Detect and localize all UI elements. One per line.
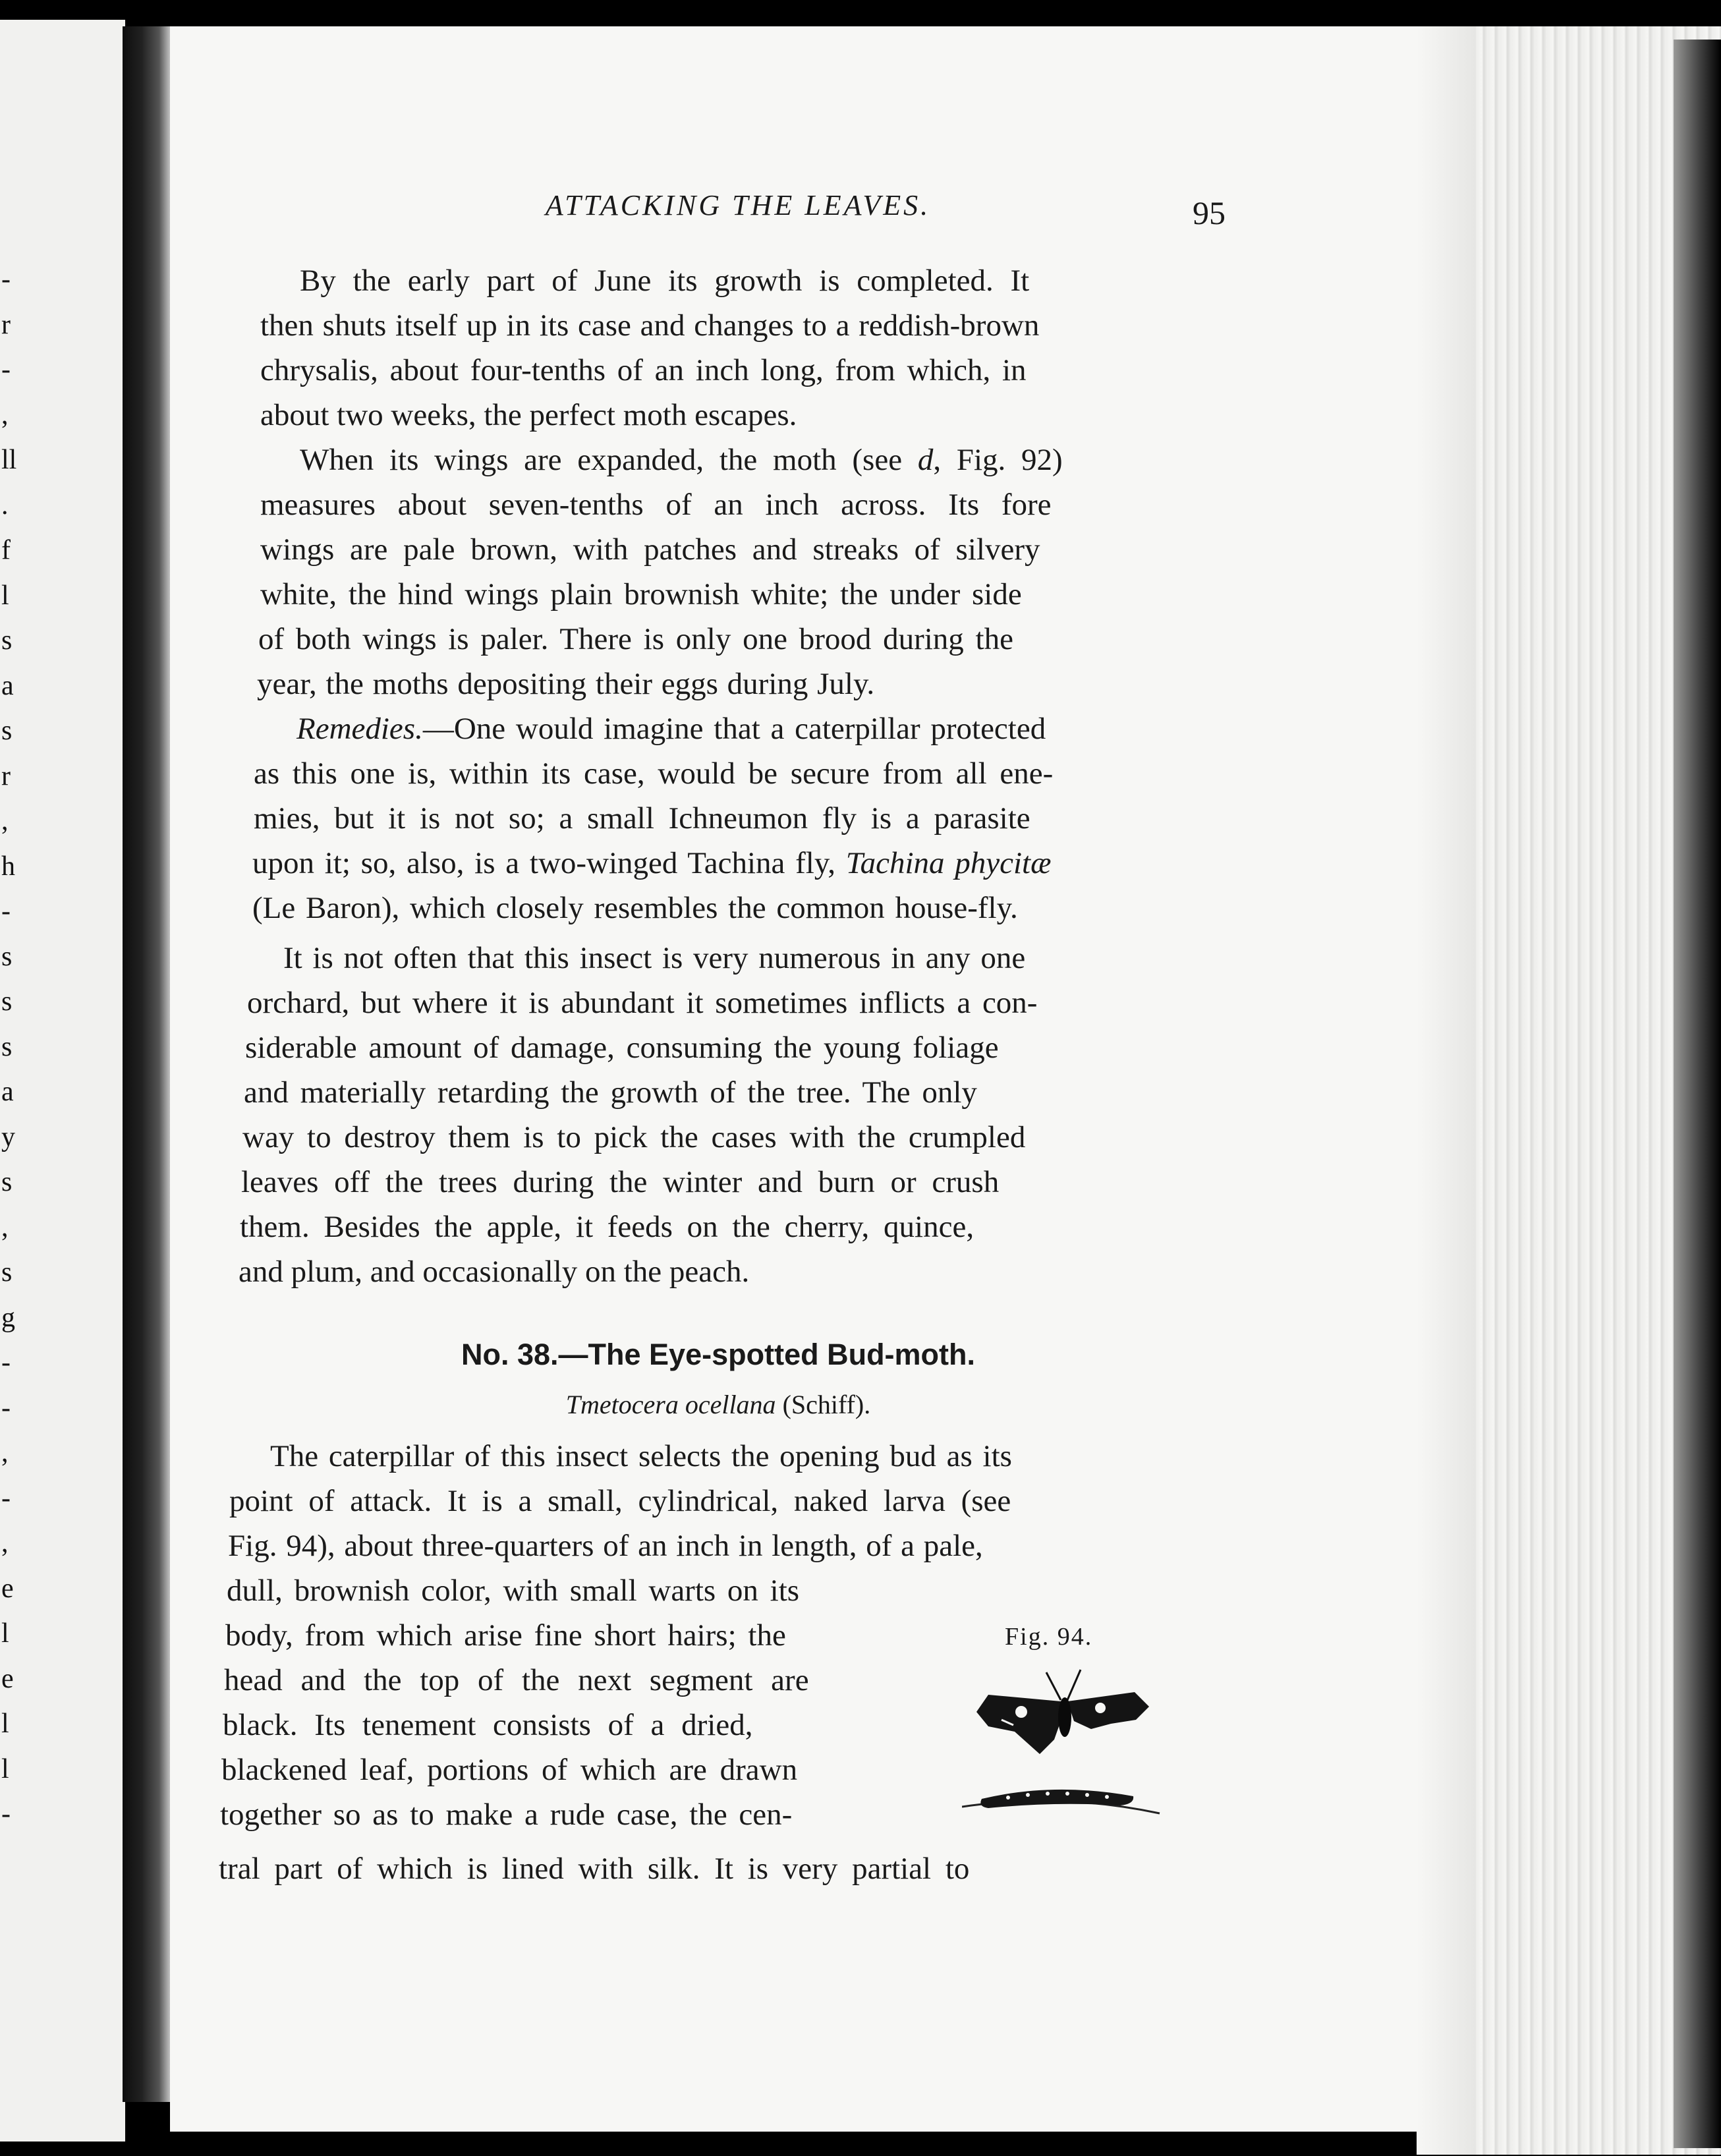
caterpillar-icon (962, 1790, 1160, 1813)
margin-fragment: s (1, 986, 13, 1017)
margin-fragment: s (1, 625, 13, 656)
margin-fragment: - (1, 264, 11, 295)
text-line: white, the hind wings plain brownish white; the under side (260, 577, 1022, 611)
margin-fragment: ll (1, 445, 17, 475)
margin-fragment: l (1, 580, 9, 611)
text-line: body, from which arise fine short hairs; the (225, 1618, 786, 1653)
text-line: head and the top of the next segment are (224, 1663, 809, 1697)
text-line: and plum, and occasionally on the peach. (239, 1255, 750, 1289)
margin-fragment: - (1, 1483, 11, 1514)
text-line: and materially retarding the growth of the tree. The only (244, 1075, 977, 1110)
margin-fragment: , (1, 1528, 9, 1558)
scientific-name: Tmetocera ocellana (Schiff). (565, 1390, 871, 1419)
margin-fragment: r (1, 760, 11, 791)
margin-fragment: g (1, 1302, 15, 1333)
margin-fragment: s (1, 941, 13, 972)
text-line: chrysalis, about four-tenths of an inch long, from which, in (260, 353, 1027, 387)
text-line: together so as to make a rude case, the cen- (220, 1798, 793, 1832)
text-line: leaves off the trees during the winter and burn or crush (241, 1165, 1000, 1199)
margin-fragment: , (1, 1438, 9, 1468)
margin-fragment: a (1, 1077, 14, 1107)
margin-fragment: - (1, 1392, 11, 1423)
text-line: (Le Baron), which closely resembles the common house-fly. (252, 891, 1018, 925)
text-line: blackened leaf, portions of which are drawn (221, 1753, 798, 1787)
margin-fragment: r (1, 309, 11, 340)
facing-page-left (0, 20, 125, 2142)
margin-fragment: s (1, 1257, 13, 1288)
text-line: way to destroy them is to pick the cases with the crumpled (242, 1120, 1026, 1154)
species-name: Tachina phycitæ (845, 846, 1052, 880)
margin-fragment: l (1, 1618, 9, 1649)
margin-fragment: y (1, 1121, 15, 1152)
margin-fragment: l (1, 1753, 9, 1784)
margin-fragment: a (1, 670, 14, 701)
text-line: When its wings are expanded, the moth (see d, Fig. 92) (300, 443, 1063, 477)
margin-fragment: - (1, 1799, 11, 1829)
margin-fragment: - (1, 1348, 11, 1378)
text-line: point of attack. It is a small, cylindrical, naked larva (see (229, 1484, 1011, 1518)
page-number: 95 (1193, 194, 1226, 231)
text-line: orchard, but where it is abundant it sometimes inflicts a con- (247, 986, 1038, 1020)
text-line: then shuts itself up in its case and changes to a reddish-brown (260, 308, 1040, 343)
figure-label: Fig. 94. (1005, 1623, 1093, 1651)
margin-fragment: e (1, 1573, 14, 1604)
text-line: By the early part of June its growth is completed. It (300, 264, 1030, 298)
margin-fragment: , (1, 806, 9, 836)
margin-fragment: . (1, 490, 9, 521)
margin-fragment: , (1, 1212, 9, 1243)
text-line: dull, brownish color, with small warts on its (227, 1574, 800, 1608)
margin-fragment: h (1, 851, 15, 882)
remedies-label: Remedies. (296, 712, 423, 746)
margin-fragment: s (1, 1167, 13, 1197)
text-line: about two weeks, the perfect moth escapes. (260, 398, 797, 432)
figure-illustration (962, 1660, 1173, 1832)
text-line: The caterpillar of this insect selects the opening bud as its (270, 1439, 1012, 1473)
text-line: It is not often that this insect is very numerous in any one (283, 941, 1026, 975)
text-line: mies, but it is not so; a small Ichneumon fly is a parasite (254, 801, 1030, 836)
section-heading: No. 38.—The Eye-spotted Bud-moth. (461, 1338, 976, 1371)
margin-fragment: - (1, 896, 11, 926)
margin-fragment: s (1, 1031, 13, 1062)
book-gutter (123, 26, 171, 2102)
text-line: them. Besides the apple, it feeds on the cherry, quince, (240, 1210, 974, 1244)
margin-fragment: l (1, 1709, 9, 1739)
running-head: ATTACKING THE LEAVES. (545, 189, 931, 221)
margin-fragment: s (1, 716, 13, 746)
page-edge-shadow (1674, 40, 1721, 2148)
margin-fragment: , (1, 399, 9, 430)
text-line: measures about seven-tenths of an inch across. Its fore (260, 488, 1052, 522)
margin-fragment: e (1, 1663, 14, 1694)
text-line: Fig. 94), about three-quarters of an inch in length, of a pale, (228, 1529, 983, 1563)
moth-icon (976, 1670, 1149, 1754)
margin-fragment: - (1, 355, 11, 385)
text-line: as this one is, within its case, would be secure from all ene- (254, 756, 1054, 791)
margin-fragment: f (1, 535, 11, 565)
facing-page-margin-text (1, 257, 28, 1837)
text-line: of both wings is paler. There is only one brood during the (258, 622, 1013, 656)
text-line: Remedies.—One would imagine that a caterpillar protected (296, 712, 1046, 746)
text-line: siderable amount of damage, consuming the young foliage (245, 1031, 999, 1065)
text-line: year, the moths depositing their eggs during July. (257, 667, 875, 701)
text-line: upon it; so, also, is a two-winged Tachina fly, Tachina phycitæ (252, 846, 1052, 880)
text-line: black. Its tenement consists of a dried, (223, 1708, 753, 1742)
text-line: tral part of which is lined with silk. It is very partial to (219, 1852, 970, 1886)
text-line: wings are pale brown, with patches and streaks of silvery (260, 532, 1040, 567)
